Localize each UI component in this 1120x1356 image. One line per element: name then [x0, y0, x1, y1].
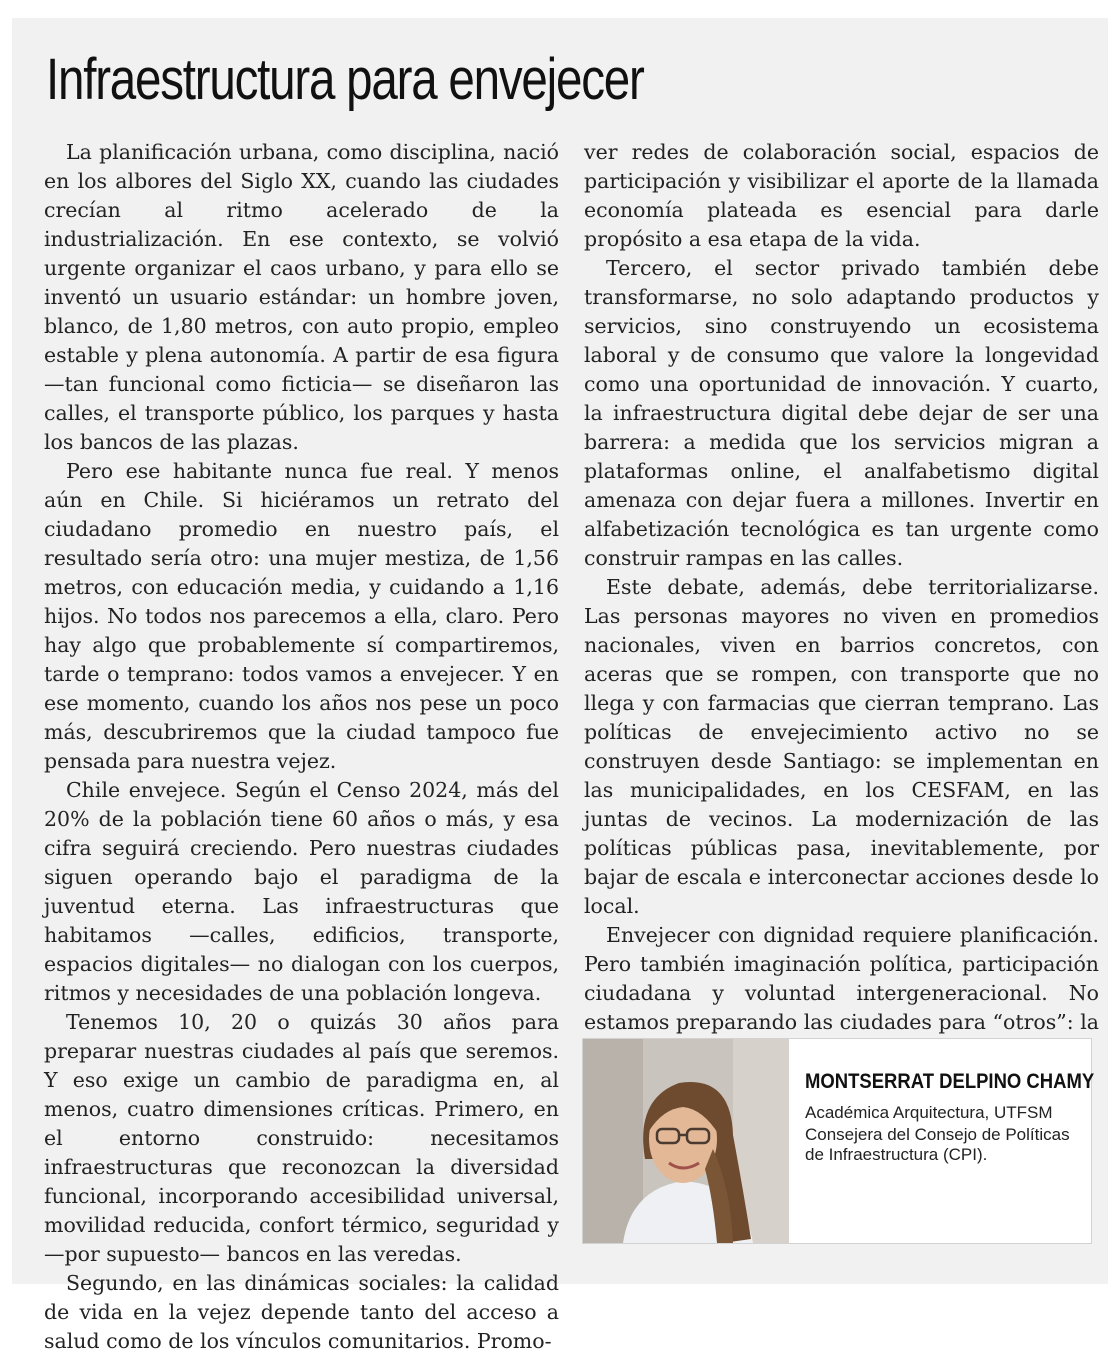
author-info	[805, 1069, 1095, 1165]
article-paragraph: Este debate, además, debe territorializarse. Las personas mayores no viven en promedios nacionales, viven en barrios concretos, con aceras que se rompen, con transporte que no llega y con farmacias que cierran temprano. Las políticas de envejecimiento activo no se construyen desde Santiago: se implementan en las municipalidades, en los CESFAM, en las juntas de vecinos. La modernización de las políticas públicas pasa, inevitablemente, por bajar de escala e interconectar acciones desde lo local.	[584, 575, 1099, 918]
article-paragraph: La planificación urbana, como disciplina, nació en los albores del Siglo XX, cuando las ciudades crecían al ritmo acelerado de la industrialización. En ese contexto, se volvió urgente organizar el caos urbano, y para ello se inventó un usuario estándar: un hombre joven, blanco, de 1,80 metros, con auto propio, empleo estable y plena autonomía. A partir de esa figura —tan funcional como ficticia— se diseñaron las calles, el transporte público, los parques y hasta los bancos de las plazas.	[44, 140, 559, 454]
author-portrait-icon	[583, 1039, 789, 1243]
author-photo	[583, 1039, 789, 1243]
author-role-council: Consejera del Consejo de Políticas de Infraestructura (CPI).	[805, 1125, 1070, 1164]
author-name: MONTSERRAT DELPINO CHAMY	[805, 1070, 1095, 1093]
article-paragraph: Tenemos 10, 20 o quizás 30 años para preparar nuestras ciudades al país que seremos. Y eso exige un cambio de paradigma en, al menos, cuatro dimensiones críticas. Primero, en el entorno construido: necesitamos infraestructuras que reconozcan la diversidad funcional, incorporando accesibilidad universal, movilidad reducida, confort térmico, seguridad y —por supuesto— bancos en las veredas.	[44, 1010, 559, 1266]
article-column-left	[44, 138, 559, 1356]
article-paragraph: Chile envejece. Según el Censo 2024, más del 20% de la población tiene 60 años o más, y esa cifra seguirá creciendo. Pero nuestras ciudades siguen operando bajo el paradigma de la juventud eterna. Las infraestructuras que habitamos —calles, edificios, transporte, espacios digitales— no dialogan con los cuerpos, ritmos y necesidades de una población longeva.	[44, 778, 559, 1005]
article-title: Infraestructura para envejecer	[46, 47, 644, 112]
author-role-academic: Académica Arquitectura, UTFSM	[805, 1103, 1053, 1122]
article-paragraph: Envejecer con dignidad requiere planificación. Pero también imaginación política, participación ciudadana y voluntad intergeneracional. No estamos preparando las ciudades para “otros”: la	[584, 923, 1099, 1034]
article-paragraph: Segundo, en las dinámicas sociales: la calidad de vida en la vejez depende tanto del acceso a salud como de los vínculos comunitarios. Promo-	[44, 1271, 559, 1353]
article-paragraph: Pero ese habitante nunca fue real. Y menos aún en Chile. Si hiciéramos un retrato del ciudadano promedio en nuestro país, el resultado sería otro: una mujer mestiza, de 1,56 metros, con educación media, y cuidando a 1,16 hijos. No todos nos parecemos a ella, claro. Pero hay algo que probablemente sí compartiremos, tarde o temprano: todos vamos a envejecer. Y en ese momento, cuando los años nos pese un poco más, descubriremos que la ciudad tampoco fue pensada para nuestra vejez.	[44, 459, 559, 773]
author-box	[582, 1038, 1095, 1244]
newspaper-page	[12, 18, 1108, 1353]
article-column-right	[584, 138, 1099, 1066]
article-paragraph: Tercero, el sector privado también debe transformarse, no solo adaptando productos y servicios, sino construyendo un ecosistema laboral y de consumo que valore la longevidad como una oportunidad de innovación. Y cuarto, la infraestructura digital debe dejar de ser una barrera: a medida que los servicios migran a plataformas online, el analfabetismo digital amenaza con dejar fuera a millones. Invertir en alfabetización tecnológica es tan urgente como construir rampas en las calles.	[584, 256, 1099, 570]
article-paragraph: ver redes de colaboración social, espacios de participación y visibilizar el aporte de la llamada economía plateada es esencial para darle propósito a esa etapa de la vida.	[584, 140, 1099, 251]
